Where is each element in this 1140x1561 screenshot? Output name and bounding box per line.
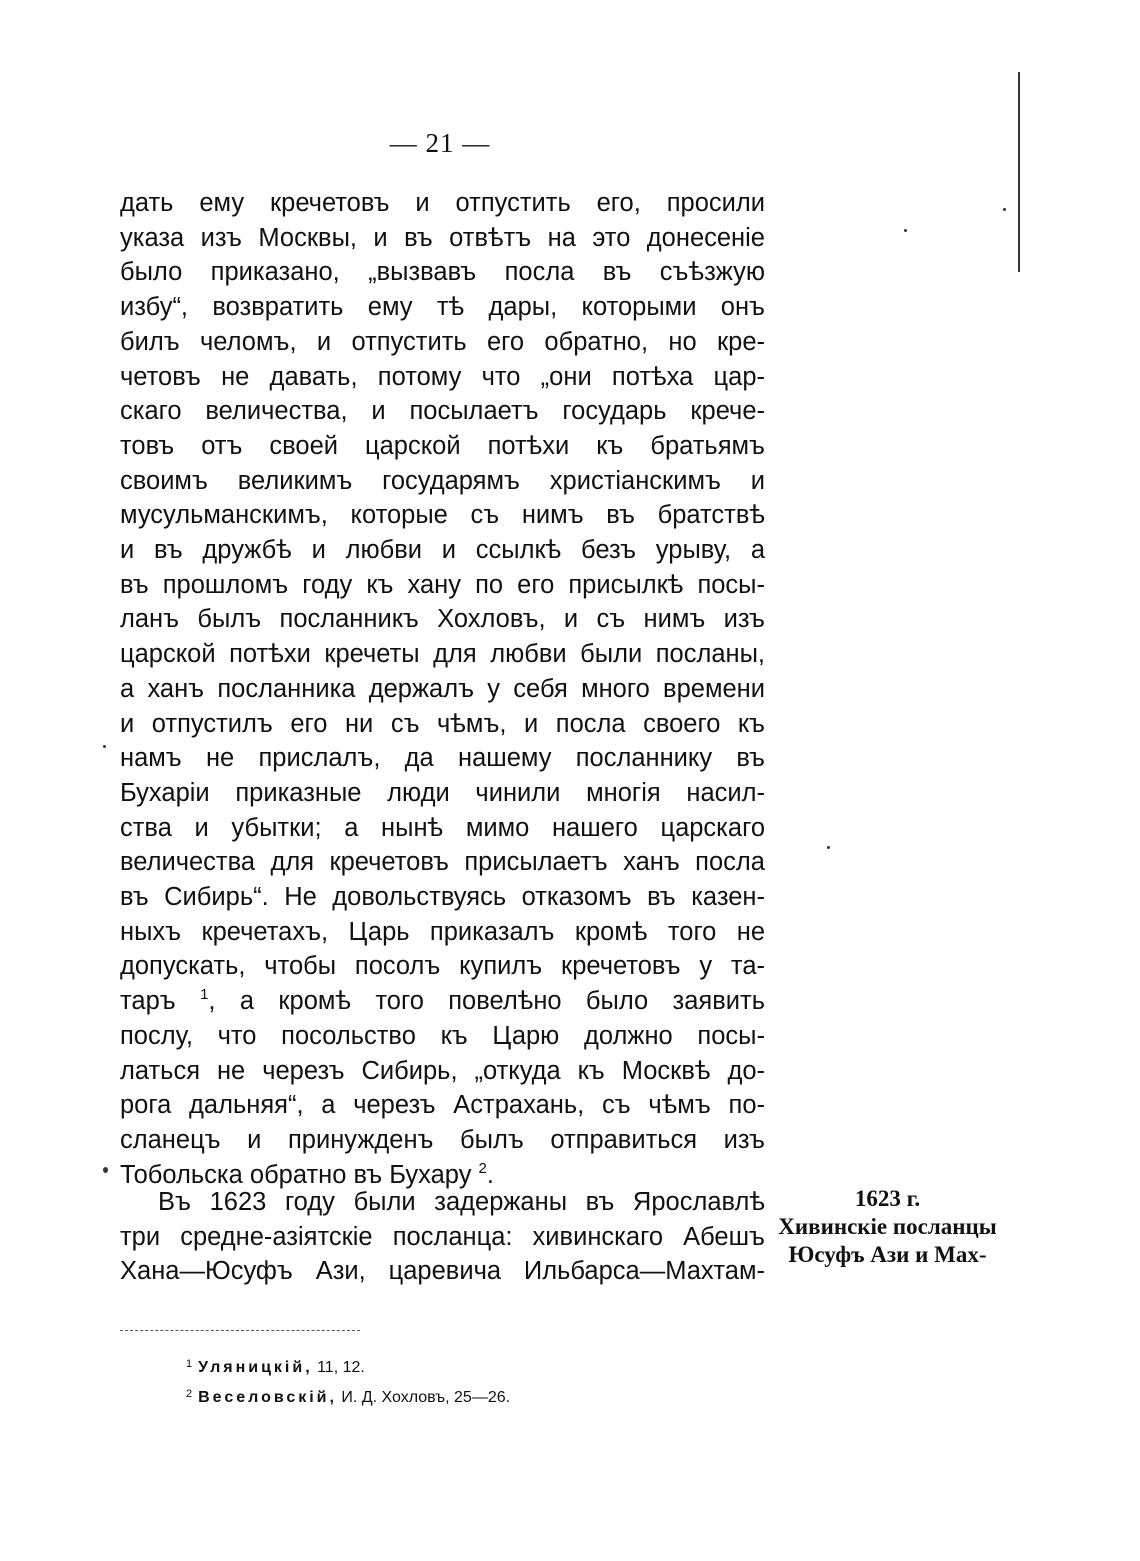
text-line: и отпустилъ его ни съ чѣмъ, и посла своего къ (120, 709, 765, 738)
text-line: и въ дружбѣ и любви и ссылкѣ безъ урыву, а (120, 536, 765, 565)
text-line: ныхъ кречетахъ, Царь приказалъ кромѣ того не (120, 917, 765, 946)
margin-note-line: Юсуфъ Ази и Мах- (788, 1242, 987, 1267)
text-line: дать ему кречетовъ и отпустить его, просили (120, 189, 765, 217)
text-line: Бухаріи приказные люди чинили многія насил- (120, 778, 765, 807)
footnote-author: Веселовскій, (198, 1389, 337, 1406)
footnote-divider (120, 1330, 360, 1331)
second-paragraph (120, 1185, 765, 1289)
text-line: ланъ былъ посланникъ Хохловъ, и съ нимъ изъ (120, 605, 765, 634)
text-fragment: . (486, 1160, 494, 1189)
text-line: допускать, чтобы посолъ купилъ кречетовъ у та- (120, 952, 765, 981)
footnotes (186, 1351, 510, 1411)
text-line: Хана—Юсуфъ Ази, царевича Ильбарса—Махтам- (120, 1257, 765, 1286)
footnote-ref-2: 2 (478, 1159, 487, 1177)
text-line: сланецъ и принужденъ былъ отправиться изъ (120, 1125, 765, 1154)
text-line: мусульманскимъ, которые съ нимъ въ братствѣ (120, 501, 765, 530)
footnote-marker: 2 (186, 1388, 193, 1400)
footnote-author: Уляницкій, (198, 1359, 313, 1376)
footnote-marker: 1 (186, 1358, 193, 1370)
text-line: латься не черезъ Сибирь, „откуда къ Москвѣ до- (120, 1056, 765, 1085)
text-line: товъ отъ своей царской потѣхи къ братьямъ (120, 431, 765, 460)
text-line: въ Сибирь“. Не довольствуясь отказомъ въ казен- (120, 883, 765, 912)
text-line: рога дальняя“, а черезъ Астрахань, съ чѣмъ по- (120, 1091, 765, 1120)
text-line: указа изъ Москвы, и въ отвѣтъ на это донесеніе (120, 223, 765, 252)
text-line: билъ челомъ, и отпустить его обратно, но кре- (120, 327, 765, 356)
text-line: Въ 1623 году были задержаны въ Ярославлѣ (158, 1188, 765, 1216)
text-line: послу, что посольство къ Царю должно посы- (120, 1021, 765, 1050)
scan-edge-line (1018, 72, 1020, 272)
margin-note-line: Хивинскіе посланцы (778, 1214, 997, 1239)
scan-speck (904, 229, 907, 232)
main-paragraph (120, 186, 765, 1192)
text-line: три средне-азіятскіе посланца: хивинскаго Абешъ (120, 1222, 765, 1251)
text-line-with-footnote-ref (120, 984, 765, 1019)
scan-speck (827, 846, 830, 849)
text-line: ства и убытки; а нынѣ мимо нашего царскаго (120, 813, 765, 842)
scan-speck (1003, 208, 1006, 211)
scan-speck (103, 745, 106, 748)
text-line: четовъ не давать, потому что „они потѣха цар- (120, 362, 765, 391)
text-line: намъ не прислалъ, да нашему посланнику въ (120, 744, 765, 773)
margin-note (770, 1185, 1005, 1269)
scan-speck (103, 1167, 108, 1173)
text-line: своимъ великимъ государямъ христіанскимъ и (120, 466, 765, 495)
text-fragment: , а кромѣ того повелѣно было заявить (208, 987, 765, 1016)
text-line: скаго величества, и посылаетъ государь кречe- (120, 397, 765, 426)
page-number: — 21 — (389, 128, 491, 158)
text-line: царской потѣхи кречеты для любви были посланы, (120, 640, 765, 669)
text-fragment: Тобольска обратно въ Бухару (120, 1160, 472, 1189)
footnote-2 (186, 1381, 510, 1411)
text-line: было приказано, „вызвавъ посла въ съѣзжую (120, 258, 765, 287)
footnote-ref-1: 1 (200, 986, 209, 1004)
text-fragment: таръ (120, 987, 176, 1016)
margin-note-year: 1623 г. (854, 1186, 921, 1211)
footnote-1 (186, 1351, 510, 1381)
text-line: избу“, возвратить ему тѣ дары, которыми онъ (120, 293, 765, 322)
footnote-reference: 11, 12. (312, 1359, 365, 1376)
text-line: величества для кречетовъ присылаетъ ханъ посла (120, 848, 765, 877)
text-line: въ прошломъ году къ хану по его присылкѣ посы- (120, 570, 765, 599)
footnote-reference: И. Д. Хохловъ, 25—26. (336, 1389, 511, 1406)
text-line: а ханъ посланника держалъ у себя много времени (120, 674, 765, 703)
